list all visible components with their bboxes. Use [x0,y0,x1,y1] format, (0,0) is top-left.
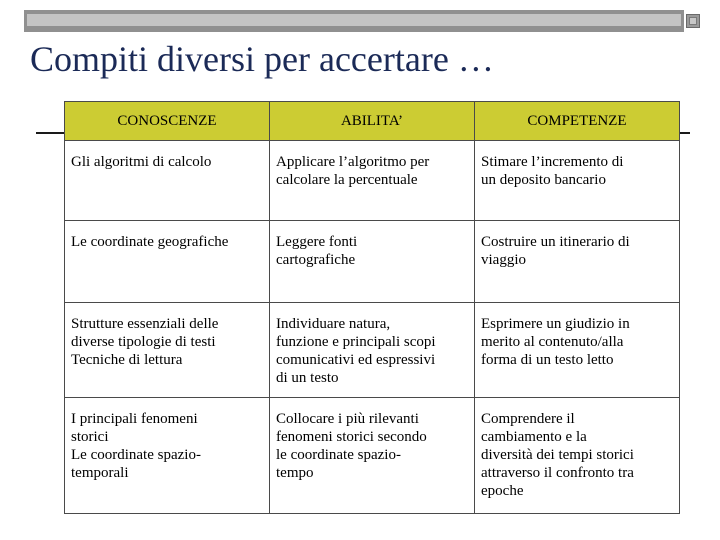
table-row [65,398,680,514]
cell-line: comunicativi ed espressivi [276,352,436,368]
cell-line: Leggere fonti [276,234,358,250]
header-conoscenze: CONOSCENZE [65,102,270,141]
slide-title: Compiti diversi per accertare … [30,39,494,79]
top-decorative-bar [24,10,684,32]
table-cell [65,398,270,514]
cell-line: Costruire un itinerario di [481,234,630,250]
table-cell [475,398,680,514]
cell-line: Individuare natura, [276,316,391,332]
cell-line: Applicare l’algoritmo per [276,154,430,170]
cell-line: le coordinate spazio- [276,447,401,463]
header-competenze: COMPETENZE [475,102,680,141]
cell-line: I principali fenomeni [71,411,198,427]
cell-line: Stimare l’incremento di [481,154,624,170]
cell-line: diverse tipologie di testi [71,334,216,350]
table-cell [65,221,270,303]
table-cell [475,221,680,303]
cell-line: storici [71,429,109,445]
cell-line: merito al contenuto/alla [481,334,624,350]
cell-line: Gli algoritmi di calcolo [71,154,212,170]
table-cell [475,303,680,398]
table-cell [270,221,475,303]
cell-line: di un testo [276,370,339,386]
cell-line: attraverso il confronto tra [481,465,634,481]
table-row [65,221,680,303]
cell-line: funzione e principali scopi [276,334,436,350]
table-cell [270,303,475,398]
cell-line: calcolare la percentuale [276,172,418,188]
cell-line: temporali [71,465,129,481]
table-cell [270,141,475,221]
cell-line: Le coordinate geografiche [71,234,229,250]
table-row [65,303,680,398]
cell-line: viaggio [481,252,526,268]
cell-line: diversità dei tempi storici [481,447,634,463]
top-bar-inner [27,14,681,26]
cell-line: Comprendere il [481,411,575,427]
cell-line: Tecniche di lettura [71,352,183,368]
cell-line: Le coordinate spazio- [71,447,201,463]
corner-square-inner [689,17,697,25]
cell-line: un deposito bancario [481,172,606,188]
cell-line: tempo [276,465,314,481]
competence-table [64,101,680,514]
table-cell [65,303,270,398]
cell-line: Esprimere un giudizio in [481,316,630,332]
cell-line: cartografiche [276,252,356,268]
table-cell [475,141,680,221]
cell-line: epoche [481,483,524,499]
cell-line: forma di un testo letto [481,352,614,368]
cell-line: Strutture essenziali delle [71,316,219,332]
table-cell [270,398,475,514]
table-cell [65,141,270,221]
header-abilita: ABILITA’ [270,102,475,141]
cell-line: fenomeni storici secondo [276,429,427,445]
table-header-row [65,102,680,141]
corner-square-icon [686,14,700,28]
cell-line: cambiamento e la [481,429,587,445]
table-row [65,141,680,221]
cell-line: Collocare i più rilevanti [276,411,419,427]
